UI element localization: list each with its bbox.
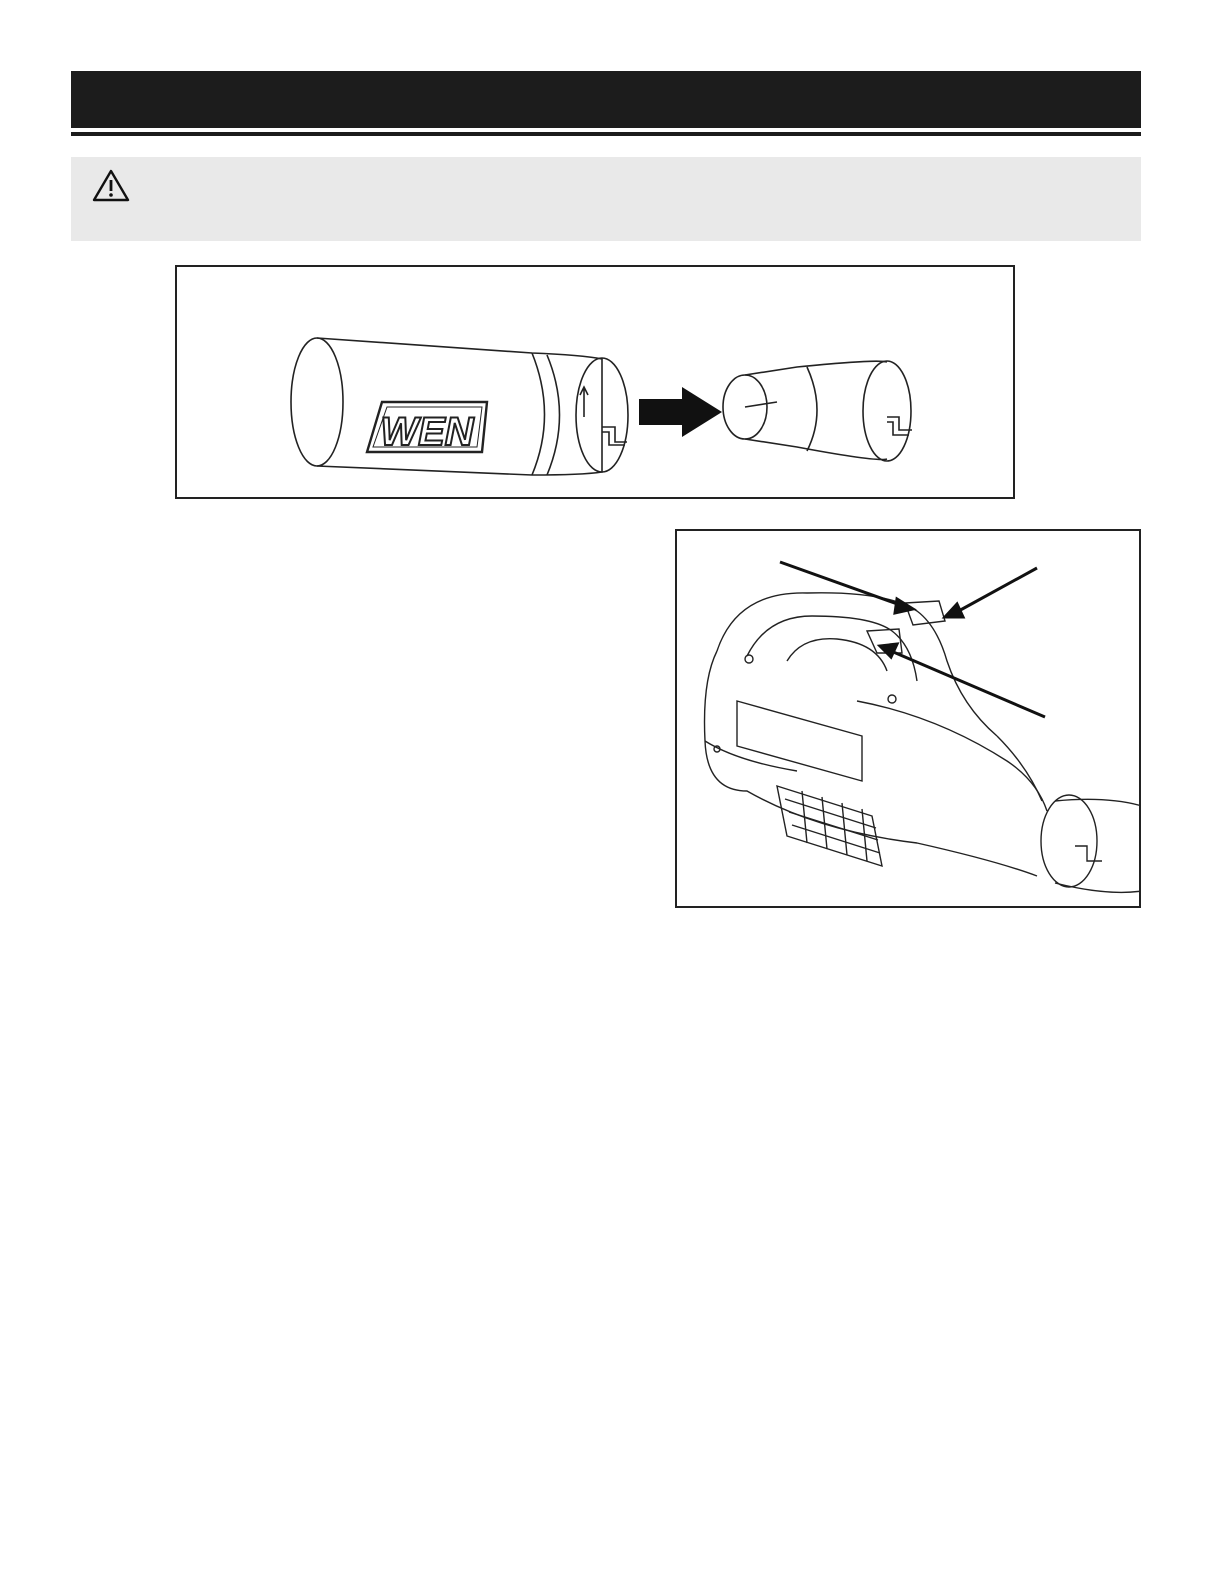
section-header-rule: [71, 132, 1141, 136]
tube-logo: WEN: [380, 410, 474, 454]
callout-line-1: [780, 562, 903, 606]
callout-line-2: [955, 568, 1037, 613]
warning-box: [71, 157, 1141, 241]
speed-switch: [905, 601, 945, 625]
callout-line-3: [891, 651, 1045, 717]
blower-body-figure: [675, 529, 1141, 908]
nozzle-assembly-figure: [175, 265, 1015, 499]
tube-coupler: [1041, 795, 1097, 887]
tube-end: [291, 338, 343, 466]
arrow-right-icon: [639, 387, 722, 437]
warning-triangle-icon: [91, 167, 131, 203]
section-header-bar: [71, 71, 1141, 128]
